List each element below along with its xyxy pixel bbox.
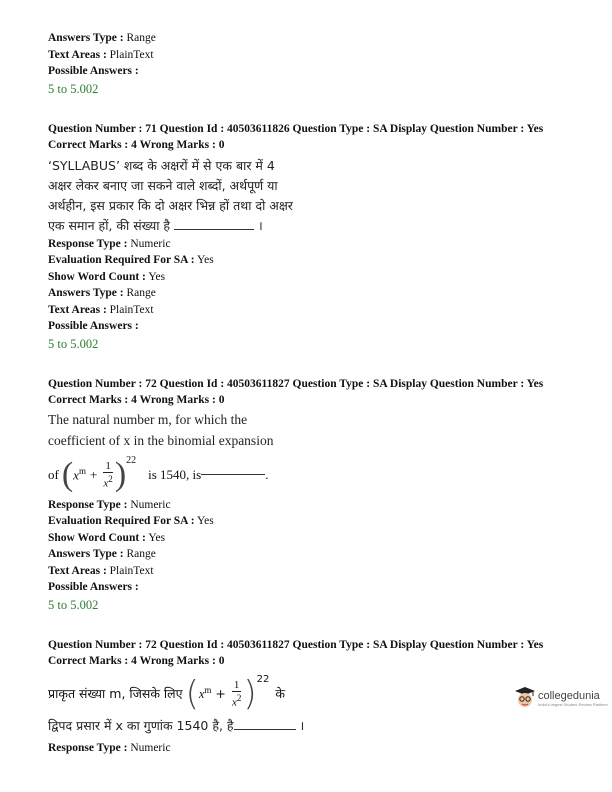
possible-answers-label: Possible Answers : [48, 320, 139, 332]
binomial-expression: of ( $x^m$ + $\frac{1}{x^2}$ ) 22 is 1540, is . [48, 454, 269, 493]
text-areas-row: Text Areas : PlainText [48, 303, 154, 316]
word-count-row: Show Word Count : Yes [48, 531, 166, 544]
answers-type-row: Answers Type : Range [48, 32, 156, 44]
possible-answers-label: Possible Answers : [48, 581, 139, 593]
question-text-71: ‘SYLLABUS’ शब्द के अक्षरों में से एक बार में 4 अक्षर लेकर बनाए जा सकने वाले शब्दों, अर्थपूर्ण या अर्थहीन, इस प्रकार कि दो अक्षर भिन्न हों तथा दो अक्षर एक समान हों, की संख्या है । [48, 157, 293, 233]
question-header-72: Question Number : 72 Question Id : 40503611827 Question Type : SA Display Question Number : Yes [48, 377, 544, 390]
question-header-71: Question Number : 71 Question Id : 40503611826 Question Type : SA Display Question Number : Yes [48, 122, 544, 135]
question-text-72-hi: द्विपद प्रसार में x का गुणांक 1540 है, है । [48, 717, 305, 733]
response-type-row: Response Type : Numeric [48, 498, 171, 511]
text-areas-row: Text Areas : PlainText [48, 564, 154, 577]
possible-answers-label: Possible Answers : [48, 65, 139, 77]
possible-answers-value: 5 to 5.002 [48, 336, 99, 351]
marks-row-72-hi: Correct Marks : 4 Wrong Marks : 0 [48, 655, 225, 667]
answer-blank [201, 474, 265, 475]
answers-type-row: Answers Type : Range [48, 548, 156, 560]
fraction: $\frac{1}{x^2}$ [231, 678, 242, 709]
logo-tagline: India's largest Student Review Platform [538, 701, 608, 707]
possible-answers-value: 5 to 5.002 [48, 81, 99, 96]
marks-row-72: Correct Marks : 4 Wrong Marks : 0 [48, 394, 225, 406]
fraction: $\frac{1}{x^2}$ [103, 459, 113, 490]
collegedunia-logo [514, 686, 608, 710]
answers-type-row: Answers Type : Range [48, 287, 156, 299]
logo-name: collegedunia [538, 689, 600, 702]
response-type-row: Response Type : Numeric [48, 237, 171, 250]
possible-answers-value: 5 to 5.002 [48, 597, 99, 612]
document-page [48, 30, 578, 756]
question-text-72-en: The natural number m, for which the coefficient of x in the binomial expansion [48, 411, 274, 448]
text-areas-row: Text Areas : PlainText [48, 48, 154, 61]
binomial-expression-hi: प्राकृत संख्या m, जिसके लिए ( $x^m$ + $\frac{1}{x^2}$ ) 22 के [48, 673, 285, 714]
graduate-mascot-icon [514, 686, 536, 710]
word-count-row: Show Word Count : Yes [48, 270, 166, 283]
answer-blank [174, 229, 254, 230]
answer-blank [234, 729, 296, 730]
response-type-row: Response Type : Numeric [48, 741, 171, 754]
evaluation-row: Evaluation Required For SA : Yes [48, 254, 214, 266]
evaluation-row: Evaluation Required For SA : Yes [48, 515, 214, 527]
question-header-72-hi: Question Number : 72 Question Id : 40503611827 Question Type : SA Display Question Number : Yes [48, 638, 544, 651]
marks-row-71: Correct Marks : 4 Wrong Marks : 0 [48, 139, 225, 151]
